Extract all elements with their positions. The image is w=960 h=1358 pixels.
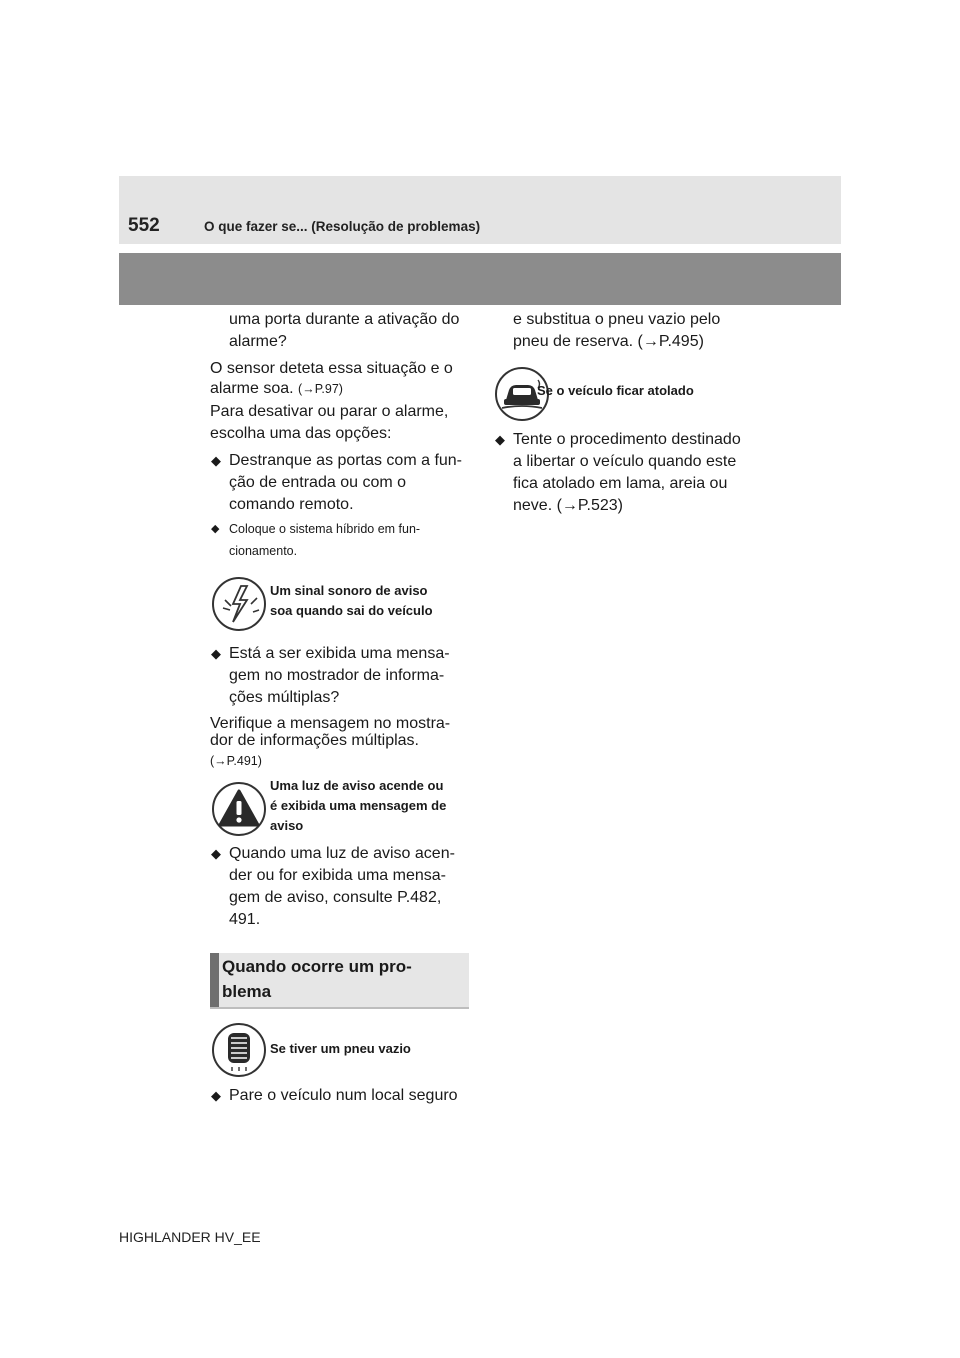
bullet-line: comando remoto. (229, 496, 354, 513)
continuation-line: uma porta durante a ativação do (229, 311, 460, 328)
bullet-icon: ◆ (211, 846, 221, 861)
section-heading-line: Quando ocorre um pro- (222, 957, 412, 976)
continuation-line: pneu de reserva. (→P.495) (513, 333, 704, 350)
bullet-line: ção de entrada ou com o (229, 474, 407, 491)
paragraph-line: Para desativar ou parar o alarme, (210, 403, 449, 420)
paragraph-line: Verifique a mensagem no mostra- (210, 715, 451, 732)
chapter-title: O que fazer se... (Resolução de problemas) (204, 219, 481, 234)
bullet-icon: ◆ (211, 453, 221, 468)
paragraph-text: alarme soa. (210, 380, 294, 397)
bullet-line: Coloque o sistema híbrido em fun- (229, 522, 421, 536)
bullet-line: 491. (229, 911, 261, 928)
icon-label: Uma luz de aviso acende ou (270, 778, 444, 793)
bullet-line: neve. (→P.523) (513, 497, 623, 514)
icon-label: aviso (270, 818, 304, 833)
page-number: 552 (128, 215, 160, 236)
alarm-warning-icon (211, 576, 267, 632)
warning-triangle-icon (211, 781, 267, 837)
section-heading (222, 954, 462, 1004)
icon-label: soa quando sai do veículo (270, 603, 433, 618)
paragraph-line: escolha uma das opções: (210, 425, 392, 442)
bullet-line: gem no mostrador de informa- (229, 667, 445, 684)
paragraph-line: dor de informações múltiplas. (210, 732, 419, 749)
bullet-line: gem de aviso, consulte P.482, (229, 889, 442, 906)
paragraph-line: O sensor deteta essa situação e o (210, 360, 453, 377)
bullet-line: Quando uma luz de aviso acen- (229, 845, 455, 862)
bullet-line: fica atolado em lama, areia ou (513, 475, 728, 492)
section-heading-accent (210, 953, 219, 1007)
bullet-line: Destranque as portas com a fun- (229, 452, 463, 469)
section-heading-line: blema (222, 982, 272, 1001)
page-reference: (→P.491) (210, 754, 262, 768)
bullet-icon: ◆ (211, 1088, 221, 1103)
icon-label: Se tiver um pneu vazio (270, 1041, 411, 1056)
bullet-line: Pare o veículo num local seguro (229, 1087, 458, 1104)
page-reference: (→P.97) (298, 382, 343, 396)
paragraph-line (210, 378, 343, 400)
icon-label: é exibida uma mensagem de (270, 798, 447, 813)
bullet-line: ções múltiplas? (229, 689, 340, 706)
bullet-line: Tente o procedimento destinado (513, 431, 741, 448)
bullet-icon: ◆ (211, 646, 221, 661)
bullet-icon: ◆ (211, 523, 220, 535)
bullet-line: Está a ser exibida uma mensa- (229, 645, 450, 662)
continuation-line: e substitua o pneu vazio pelo (513, 311, 721, 328)
flat-tire-icon (211, 1022, 267, 1078)
icon-label: Se o veículo ficar atolado (537, 383, 694, 398)
bullet-icon: ◆ (495, 432, 505, 447)
continuation-line: alarme? (229, 333, 287, 350)
bullet-line: a libertar o veículo quando este (513, 453, 737, 470)
bullet-line: der ou for exibida uma mensa- (229, 867, 446, 884)
section-band (119, 253, 841, 305)
icon-label: Um sinal sonoro de aviso (270, 583, 428, 598)
footer-model: HIGHLANDER HV_EE (119, 1229, 261, 1245)
bullet-line: cionamento. (229, 544, 298, 558)
